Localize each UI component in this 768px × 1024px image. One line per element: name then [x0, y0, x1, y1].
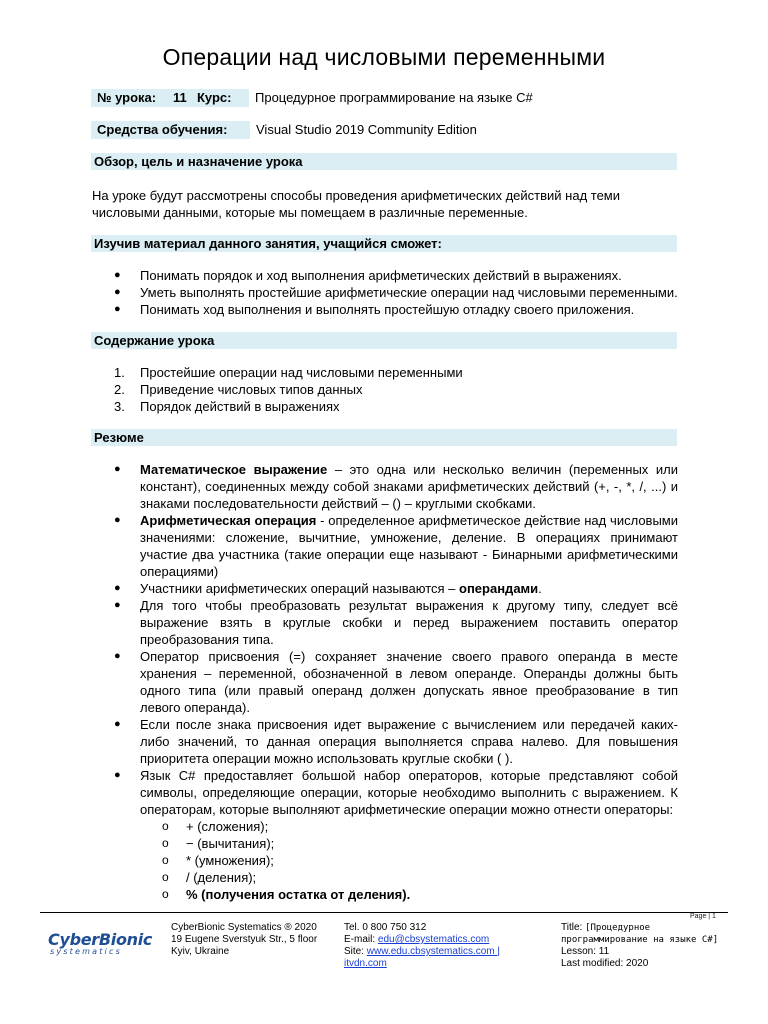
- list-item: ● Понимать порядок и ход выполнения арифметических действий в выражениях.: [114, 268, 622, 283]
- operators-list: [140, 818, 678, 903]
- footer-doc-info: Title: [Процедурное программирование на языке C#] Lesson: 11 Last modified: 2020: [561, 922, 721, 970]
- list-item: 3. Порядок действий в выражениях: [114, 399, 340, 414]
- bullet-icon: ●: [114, 599, 121, 611]
- summary-header: Резюме: [91, 429, 677, 446]
- company-city: Kyiv, Ukraine: [171, 946, 230, 957]
- list-item: ● Для того чтобы преобразовать результат выражения к другому типу, следует всё выражение взять в круглые скобки и перед выражением поставить оператор преобразования типа.: [114, 598, 678, 647]
- bullet-icon: ●: [114, 303, 121, 315]
- bullet-icon: ●: [114, 514, 121, 526]
- bullet-icon: ●: [114, 650, 121, 662]
- bullet-icon: ●: [114, 769, 121, 781]
- list-item: ● Оператор присвоения (=) сохраняет значение своего правого операнда в месте хранения – переменной, обозначенной в левом операнде. Операнды должны быть одного типа (или правый операнд должен допускать явное преобразование в тип левого операнда).: [114, 649, 678, 715]
- contents-header: Содержание урока: [91, 332, 677, 349]
- list-item: ● Если после знака присвоения идет выражение с вычислением или передачей каких-либо значений, то данная операция выполняется справа налево. Для повышения приоритета операции можно использовать круглые скобки ( ).: [114, 717, 678, 766]
- contents-list: [92, 364, 678, 415]
- summary-list: [92, 461, 678, 903]
- list-item: o * (умножения);: [162, 853, 274, 868]
- circle-bullet-icon: o: [162, 853, 169, 867]
- footer-company: [171, 922, 317, 958]
- list-item: ● Понимать ход выполнения и выполнять простейшую отладку своего приложения.: [114, 302, 635, 317]
- overview-text: На уроке будут рассмотрены способы проведения арифметических действий над теми числовыми данными, которые мы помещаем в различные переменные.: [92, 188, 620, 220]
- phone: Tel. 0 800 750 312: [344, 922, 427, 933]
- tools-label: Средства обучения:: [91, 121, 250, 139]
- overview-header: Обзор, цель и назначение урока: [91, 153, 677, 170]
- list-item: o − (вычитания);: [162, 836, 275, 851]
- logo-main-text: CyberBionic: [48, 930, 153, 949]
- course-label: Курс:: [191, 89, 249, 107]
- page-number: Page | 1: [690, 913, 716, 920]
- site-link[interactable]: www.edu.cbsystematics.com |: [366, 946, 500, 957]
- company-address: 19 Eugene Sverstyuk Str., 5 floor: [171, 934, 318, 945]
- skills-header: Изучив материал данного занятия, учащийся сможет:: [91, 235, 677, 252]
- bullet-icon: ●: [114, 463, 121, 475]
- bullet-icon: ●: [114, 286, 121, 298]
- bullet-icon: ●: [114, 718, 121, 730]
- logo-sub-text: systematics: [50, 947, 122, 956]
- list-item: ● Арифметическая операция - определенное арифметическое действие над числовыми значениями: сложение, вычитние, умножение, деление. В операциях принимают участие два участника (такие операции еще называют - Бинарными арифметическими операциями): [114, 513, 678, 579]
- list-item: o / (деления);: [162, 870, 257, 885]
- page-title: Операции над числовыми переменными: [162, 44, 606, 70]
- bullet-icon: ●: [114, 269, 121, 281]
- email-link[interactable]: edu@cbsystematics.com: [377, 934, 490, 945]
- lesson-meta-row: [91, 89, 669, 107]
- company-name: CyberBionic Systematics ® 2020: [171, 922, 317, 933]
- list-item: ● Язык C# предоставляет большой набор операторов, которые представляют собой символы, определяющие операции, которые необходимо выполнить с выражением. К операторам, которые выполняют арифметические операции можно отнести операторы: o + (сложения); o − (вычитания); o * (умножения); o / (деления); o % (получения остатка от деления).: [114, 768, 678, 902]
- company-logo: [48, 930, 158, 956]
- doc-title: [Процедурное программирование на языке C#]: [561, 923, 719, 945]
- tools-value: Visual Studio 2019 Community Edition: [256, 122, 477, 137]
- lesson-number-value: 11: [167, 89, 191, 107]
- list-item: ● Математическое выражение – это одна или несколько величин (переменных или констант), соединенных между собой знаками арифметических действий (+, -, *, /, ...) и знаками последовательности действий – () – круглыми скобками.: [114, 462, 679, 511]
- list-item: 1. Простейшие операции над числовыми переменными: [114, 365, 463, 380]
- footer-divider: [40, 912, 728, 913]
- itvdn-link[interactable]: itvdn.com: [344, 958, 387, 969]
- tools-meta-row: [91, 121, 670, 139]
- list-item: ● Участники арифметических операций называются – операндами.: [114, 581, 542, 596]
- skills-list: [92, 267, 678, 318]
- bullet-icon: ●: [114, 582, 121, 594]
- circle-bullet-icon: o: [162, 836, 169, 850]
- circle-bullet-icon: o: [162, 870, 169, 884]
- list-item: o + (сложения);: [162, 819, 269, 834]
- course-value: Процедурное программирование на языке C#: [255, 90, 533, 105]
- doc-lesson: Lesson: 11: [561, 946, 610, 957]
- footer-contacts: Tel. 0 800 750 312 E-mail: edu@cbsystematics.com Site: www.edu.cbsystematics.com | itvdn.com: [344, 922, 500, 969]
- circle-bullet-icon: o: [162, 887, 169, 901]
- list-item: o % (получения остатка от деления).: [162, 887, 411, 902]
- doc-modified: Last modified: 2020: [561, 958, 649, 969]
- list-item: ● Уметь выполнять простейшие арифметические операции над числовыми переменными.: [114, 285, 678, 300]
- list-item: 2. Приведение числовых типов данных: [114, 382, 363, 397]
- lesson-number-label: № урока:: [91, 89, 167, 107]
- circle-bullet-icon: o: [162, 819, 169, 833]
